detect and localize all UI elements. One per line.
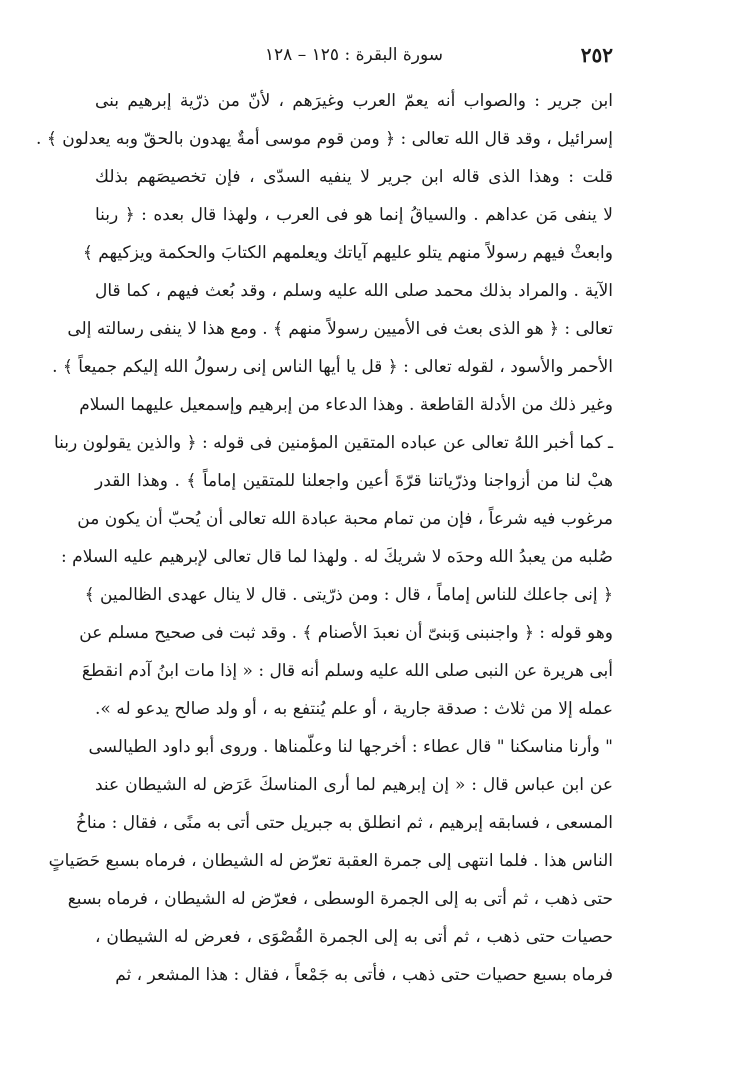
text-line: الناس هذا . فلما انتهى إلى جمرة العقبة تعرّض له الشيطان ، فرماه بسبع حَصَياتٍ [48, 851, 613, 871]
text-line: قلت : وهذا الذى قاله ابن جرير لا ينفيه السدّى ، فإن تخصيصَهم بذلك [95, 167, 613, 187]
text-line: وابعثْ فيهم رسولاً منهم يتلو عليهم آياتك ويعلمهم الكتابَ والحكمة ويزكيهم ﴾ [82, 243, 613, 263]
text-line: حتى ذهب ، ثم أتى به إلى الجمرة الوسطى ، فعرّض له الشيطان ، فرماه بسبع [67, 889, 613, 909]
text-line: أبى هريرة عن النبى صلى الله عليه وسلم أنه قال : « إذا مات ابنُ آدم انقطعَ [81, 661, 613, 681]
text-line: الآية . والمراد بذلك محمد صلى الله عليه وسلم ، وقد بُعث فيهم ، كما قال [95, 281, 613, 301]
text-line: الأحمر والأسود ، لقوله تعالى : ﴿ قل يا أيها الناس إنى رسولُ الله إليكم جميعاً ﴾ . [52, 357, 613, 377]
text-line: إسرائيل ، وقد قال الله تعالى : ﴿ ومن قوم موسى أمةٌ يهدون بالحقّ وبه يعدلون ﴾ . [36, 129, 613, 149]
body-text [36, 82, 613, 994]
text-line: صُلبه من يعبدُ الله وحدَه لا شريكَ له . ولهذا لما قال تعالى لإبرهيم عليه السلام : [61, 547, 613, 567]
text-line: ـ كما أخبر اللهُ تعالى عن عباده المتقين المؤمنين فى قوله : ﴿ والذين يقولون ربنا [53, 433, 613, 453]
text-line: المسعى ، فسابقه إبرهيم ، ثم انطلق به جبريل حتى أتى به منًى ، فقال : مناخُ [75, 813, 613, 833]
text-line: " وأرنا مناسكنا " قال عطاء : أخرجها لنا وعلّمناها . وروى أبو داود الطيالسى [88, 737, 613, 757]
text-line: عن ابن عباس قال : « إن إبرهيم لما أرى المناسكَ عَرَض له الشيطان عند [95, 775, 613, 795]
text-line: ﴿ إنى جاعلك للناس إماماً ، قال : ومن ذرّيتى . قال لا ينال عهدى الظالمين ﴾ [84, 585, 613, 605]
running-header [95, 40, 613, 70]
text-line: لا ينفى مَن عداهم . والسياقُ إنما هو فى العرب ، ولهذا قال بعده : ﴿ ربنا [95, 205, 613, 225]
text-line: حصيات حتى ذهب ، ثم أتى به إلى الجمرة القُصْوَى ، فعرض له الشيطان ، [95, 927, 613, 947]
text-line: ابن جرير : والصواب أنه يعمّ العرب وغيرَهم ، لأنّ من ذرّية إبرهيم بنى [95, 91, 613, 111]
text-line: فرماه بسبع حصيات حتى ذهب ، فأتى به جَمْعاً ، فقال : هذا المشعر ، ثم [115, 965, 613, 985]
text-line: تعالى : ﴿ هو الذى بعث فى الأميين رسولاً منهم ﴾ . ومع هذا لا ينفى رسالته إلى [67, 319, 613, 339]
page-number: ٢٥٢ [580, 43, 613, 67]
text-line: مرغوب فيه شرعاً ، فإن من تمام محبة عبادة الله تعالى أن يُحبّ أن يكون من [77, 509, 613, 529]
header-title: سورة البقرة : ١٢٥ – ١٢٨ [264, 45, 444, 65]
text-line: عمله إلا من ثلاث : صدقة جارية ، أو علم يُنتفع به ، أو ولد صالح يدعو له ». [95, 699, 613, 719]
text-line: وهو قوله : ﴿ واجنبنى وَبنىّ أن نعبدَ الأصنام ﴾ . وقد ثبت فى صحيح مسلم عن [79, 623, 613, 643]
text-line: هبْ لنا من أزواجنا وذرّياتنا قرّةَ أعين واجعلنا للمتقين إماماً ﴾ . وهذا القدر [95, 471, 613, 491]
text-line: وغير ذلك من الأدلة القاطعة . وهذا الدعاء من إبرهيم وإسمعيل عليهما السلام [79, 395, 613, 415]
